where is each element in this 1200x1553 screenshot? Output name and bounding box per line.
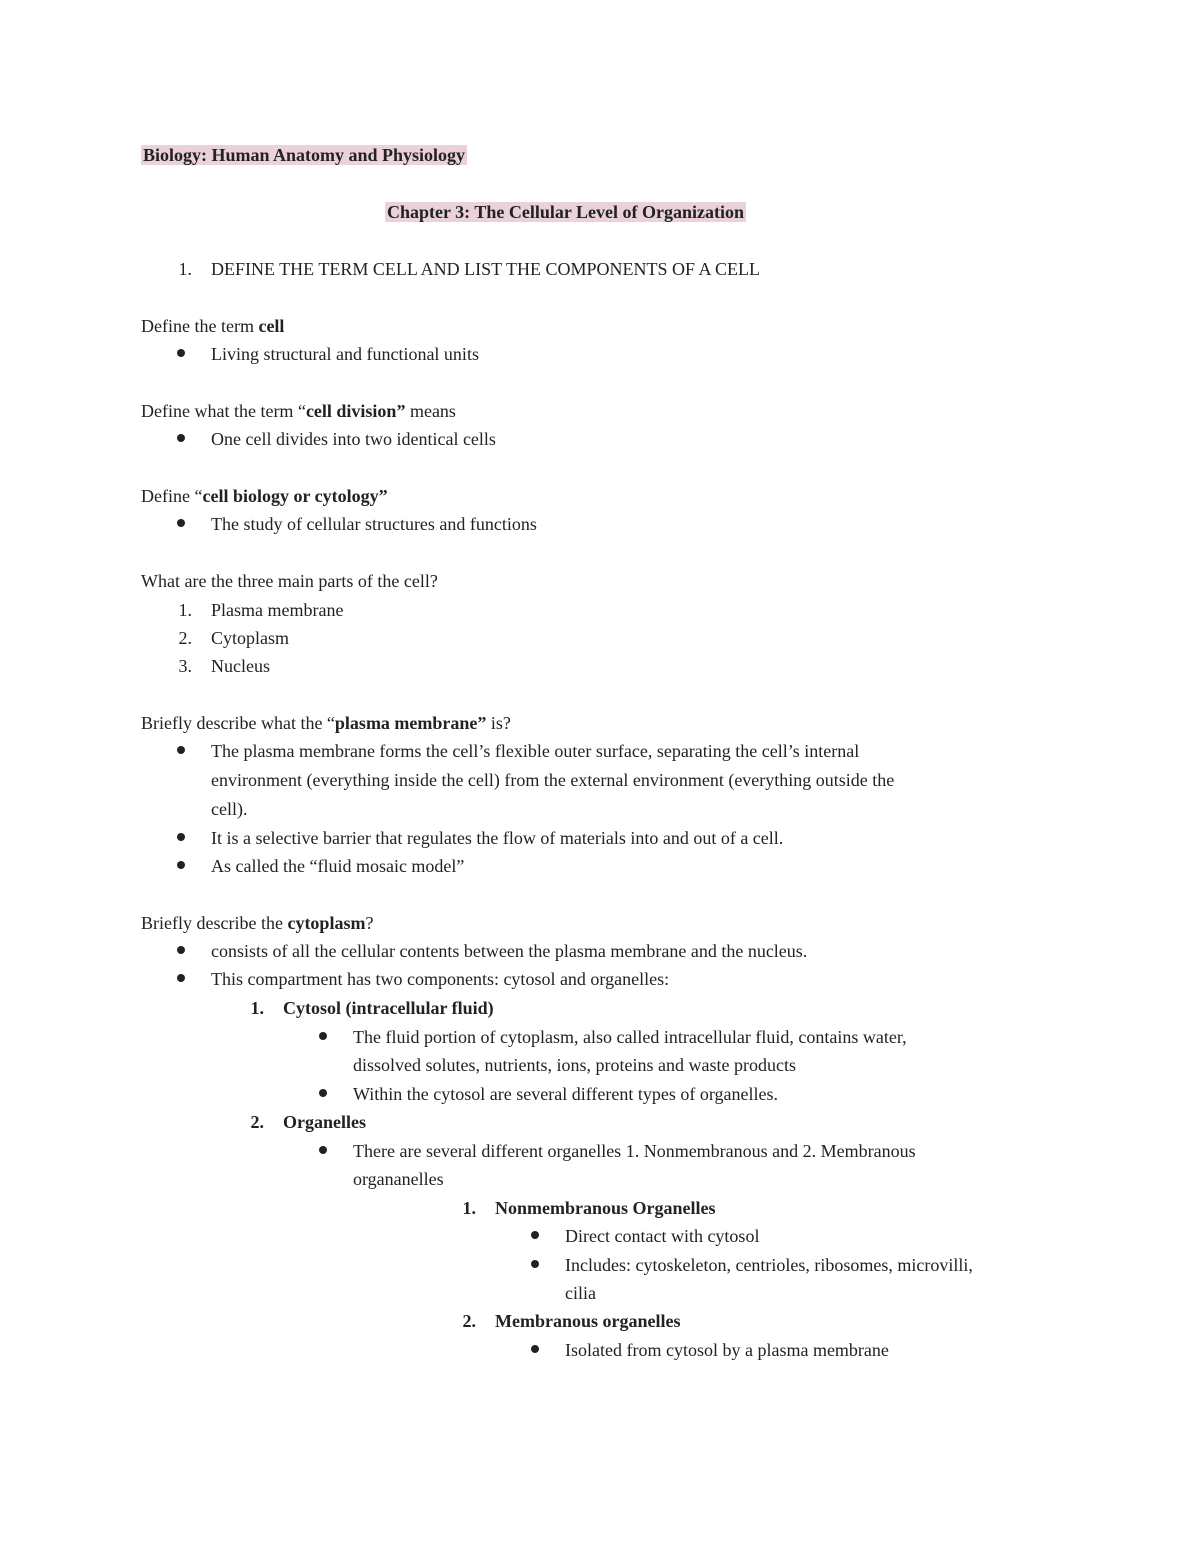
- bullet-icon: [177, 519, 185, 527]
- question-main-parts: What are the three main parts of the cell?: [141, 571, 438, 591]
- q3-bold: cell biology or cytology”: [202, 486, 388, 506]
- membranous-bullet-1: Isolated from cytosol by a plasma membrane: [565, 1340, 889, 1360]
- q6-bold: cytoplasm: [287, 913, 366, 933]
- part-item: Nucleus: [211, 656, 270, 676]
- pm-bullet-1-line-3: cell).: [211, 799, 248, 819]
- objective-number: 1.: [178, 259, 192, 279]
- q5-bold: plasma membrane”: [334, 713, 487, 733]
- pm-bullet-2: It is a selective barrier that regulates the flow of materials into and out of a cell.: [211, 828, 784, 848]
- sub-heading-organelles: Organelles: [283, 1112, 366, 1132]
- sub-heading-cytosol: Cytosol (intracellular fluid): [283, 998, 494, 1018]
- part-item: Plasma membrane: [211, 600, 344, 620]
- nonmembranous-bullet-2-line-1: Includes: cytoskeleton, centrioles, ribosomes, microvilli,: [565, 1255, 973, 1275]
- answer-cytology: The study of cellular structures and functions: [211, 514, 537, 534]
- bullet-icon: [531, 1260, 539, 1268]
- question-cell-division: [141, 398, 456, 424]
- bullet-icon: [531, 1345, 539, 1353]
- cyto-bullet-1: consists of all the cellular contents between the plasma membrane and the nucleus.: [211, 941, 808, 961]
- bullet-icon: [177, 946, 185, 954]
- sub-number: 2.: [250, 1112, 264, 1132]
- doc-title: [141, 142, 467, 168]
- doc-title-text: Biology: Human Anatomy and Physiology: [143, 145, 466, 165]
- question-cytoplasm: [141, 910, 373, 936]
- sub-sub-number: 2.: [462, 1311, 476, 1331]
- q2-bold: cell division”: [305, 401, 406, 421]
- pm-bullet-1-line-1: The plasma membrane forms the cell’s flexible outer surface, separating the cell’s internal: [211, 741, 860, 761]
- bullet-icon: [177, 861, 185, 869]
- cytosol-bullet-1-line-2: dissolved solutes, nutrients, ions, proteins and waste products: [353, 1055, 796, 1075]
- q2-post: means: [405, 401, 456, 421]
- q1-pre: Define the term: [141, 316, 259, 336]
- q6-post: ?: [365, 913, 374, 933]
- bullet-icon: [319, 1146, 327, 1154]
- bullet-icon: [177, 746, 185, 754]
- answer-cell: Living structural and functional units: [211, 344, 479, 364]
- pm-bullet-1-line-2: environment (everything inside the cell) from the external environment (everything outside the: [211, 770, 895, 790]
- nonmembranous-bullet-2-line-2: cilia: [565, 1283, 596, 1303]
- heading-nonmembranous: Nonmembranous Organelles: [495, 1198, 716, 1218]
- nonmembranous-bullet-1: Direct contact with cytosol: [565, 1226, 760, 1246]
- bullet-icon: [319, 1032, 327, 1040]
- bullet-icon: [531, 1231, 539, 1239]
- heading-membranous: Membranous organelles: [495, 1311, 681, 1331]
- bullet-icon: [319, 1089, 327, 1097]
- q5-pre: Briefly describe what the “: [141, 713, 335, 733]
- cytosol-bullet-2: Within the cytosol are several different types of organelles.: [353, 1084, 778, 1104]
- bullet-icon: [177, 434, 185, 442]
- chapter-heading-text: Chapter 3: The Cellular Level of Organization: [387, 202, 744, 222]
- question-cell: [141, 313, 284, 339]
- cyto-bullet-2: This compartment has two components: cytosol and organelles:: [211, 969, 670, 989]
- bullet-icon: [177, 974, 185, 982]
- sub-sub-number: 1.: [462, 1198, 476, 1218]
- part-number: 1.: [178, 600, 192, 620]
- q3-pre: Define “: [141, 486, 203, 506]
- q1-bold: cell: [258, 316, 285, 336]
- part-number: 3.: [178, 656, 192, 676]
- bullet-icon: [177, 833, 185, 841]
- sub-number: 1.: [250, 998, 264, 1018]
- q5-post: is?: [486, 713, 511, 733]
- question-cytology: [141, 483, 388, 509]
- organelles-bullet-1-line-1: There are several different organelles 1. Nonmembranous and 2. Membranous: [353, 1141, 916, 1161]
- part-number: 2.: [178, 628, 192, 648]
- bullet-icon: [177, 349, 185, 357]
- answer-cell-division: One cell divides into two identical cells: [211, 429, 496, 449]
- pm-bullet-3: As called the “fluid mosaic model”: [211, 856, 465, 876]
- q2-pre: Define what the term “: [141, 401, 306, 421]
- q6-pre: Briefly describe the: [141, 913, 288, 933]
- part-item: Cytoplasm: [211, 628, 290, 648]
- cytosol-bullet-1-line-1: The fluid portion of cytoplasm, also called intracellular fluid, contains water,: [353, 1027, 907, 1047]
- chapter-heading: [385, 199, 746, 225]
- objective-text: DEFINE THE TERM CELL AND LIST THE COMPONENTS OF A CELL: [211, 259, 761, 279]
- question-plasma-membrane: [141, 710, 511, 736]
- organelles-bullet-1-line-2: organanelles: [353, 1169, 444, 1189]
